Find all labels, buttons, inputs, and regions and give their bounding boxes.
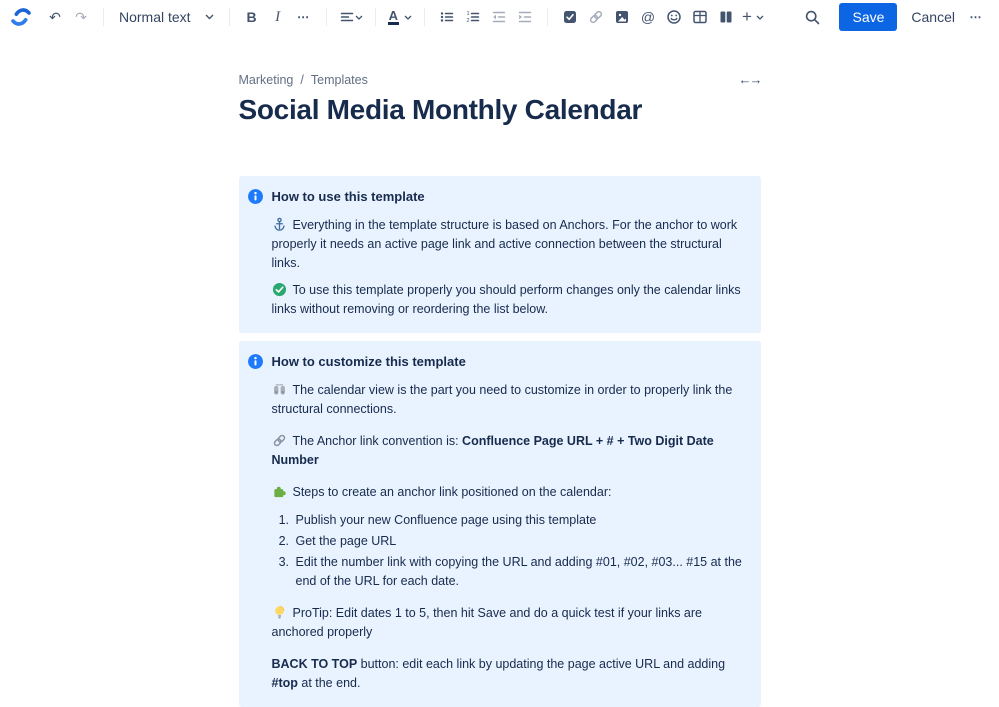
numbered-list-button[interactable] xyxy=(461,4,485,30)
editor-toolbar xyxy=(0,0,999,34)
toolbar-divider xyxy=(375,8,376,26)
paragraph-text: The Anchor link convention is: xyxy=(292,434,463,448)
link-icon xyxy=(588,9,604,25)
chevron-down-icon xyxy=(756,15,764,20)
chevron-down-icon xyxy=(404,15,412,20)
top-anchor-bold: #top xyxy=(271,676,298,690)
toolbar-divider xyxy=(547,8,548,26)
text-color-icon: A xyxy=(388,8,398,23)
outdent-button[interactable] xyxy=(487,4,511,30)
paragraph-text: To use this template properly you should perform changes only the calendar links links without removing or reordering the list below. xyxy=(271,283,741,316)
breadcrumb-separator: / xyxy=(300,72,304,87)
panel-paragraph xyxy=(272,604,747,642)
breadcrumb-marketing-link[interactable]: Marketing xyxy=(238,72,294,87)
link-emoji xyxy=(272,433,287,448)
chevron-down-icon xyxy=(205,14,214,20)
breadcrumb-templates-link[interactable]: Templates xyxy=(310,72,368,87)
mention-button[interactable]: @ xyxy=(636,4,660,30)
align-left-icon xyxy=(339,9,355,25)
back-to-top-paragraph xyxy=(272,655,747,693)
paragraph-text: ProTip: Edit dates 1 to 5, then hit Save and do a quick test if your links are anchored properly xyxy=(271,606,702,639)
panel-paragraph xyxy=(272,381,747,419)
text-style-dropdown[interactable] xyxy=(113,9,220,25)
toolbar-divider xyxy=(229,8,230,26)
plus-icon: + xyxy=(741,7,752,26)
text-color-button[interactable] xyxy=(386,4,414,30)
panel-body xyxy=(272,351,747,695)
binoculars-emoji xyxy=(272,382,287,397)
save-button[interactable]: Save xyxy=(839,3,897,31)
toolbar-divider xyxy=(424,8,425,26)
action-item-icon xyxy=(562,9,578,25)
list-item: 1. Publish your new Confluence page using this template xyxy=(293,511,747,530)
chevron-down-icon xyxy=(355,15,363,20)
bullet-list-button[interactable] xyxy=(435,4,459,30)
text-style-label: Normal text xyxy=(119,9,191,25)
paragraph-text: at the end. xyxy=(297,676,361,690)
undo-button[interactable]: ↶ xyxy=(43,4,67,30)
panel-heading: How to customize this template xyxy=(271,354,466,369)
link-convention-bold: Confluence Page URL + # + Two Digit Date Number xyxy=(271,434,714,467)
panel-paragraph xyxy=(272,281,747,319)
editor-content xyxy=(239,34,761,707)
confluence-logo-icon[interactable] xyxy=(10,6,32,28)
image-icon xyxy=(614,9,630,25)
puzzle-piece-emoji xyxy=(272,484,287,499)
light-bulb-emoji xyxy=(272,605,287,620)
panel-paragraph xyxy=(272,216,747,273)
paragraph-text: The calendar view is the part you need to customize in order to properly link the structural connections. xyxy=(271,383,733,416)
info-panel-how-to-use xyxy=(239,176,761,333)
toolbar-divider xyxy=(326,8,327,26)
outdent-icon xyxy=(491,9,507,25)
editor-overflow-button[interactable]: ⋯ xyxy=(964,4,988,30)
action-item-button[interactable] xyxy=(558,4,582,30)
italic-button[interactable]: I xyxy=(266,4,290,30)
layouts-button[interactable] xyxy=(714,4,738,30)
toolbar-divider xyxy=(103,8,104,26)
paragraph-text: Steps to create an anchor link positioned on the calendar: xyxy=(292,485,612,499)
indent-button[interactable] xyxy=(513,4,537,30)
search-icon xyxy=(804,9,821,26)
insert-button[interactable] xyxy=(740,4,766,30)
align-button[interactable] xyxy=(337,4,365,30)
numbered-list-icon xyxy=(465,9,481,25)
image-button[interactable] xyxy=(610,4,634,30)
panel-paragraph xyxy=(272,432,747,470)
info-icon xyxy=(247,351,264,695)
paragraph-text: button: edit each link by updating the page active URL and adding xyxy=(357,657,726,671)
page-title[interactable]: Social Media Monthly Calendar xyxy=(238,94,643,125)
panel-paragraph xyxy=(272,483,747,502)
steps-list xyxy=(272,511,747,591)
info-panel-how-to-customize xyxy=(239,341,761,707)
table-button[interactable] xyxy=(688,4,712,30)
full-width-toggle-icon[interactable]: ←→ xyxy=(738,72,761,87)
emoji-icon xyxy=(666,9,682,25)
list-item: 3. Edit the number link with copying the URL and adding #01, #02, #03... #15 at the end of the URL for each date. xyxy=(293,553,747,591)
info-icon xyxy=(247,186,264,321)
paragraph-text: Everything in the template structure is based on Anchors. For the anchor to work properly it needs an active page link and active connection between the structural links. xyxy=(271,218,738,270)
cancel-button[interactable]: Cancel xyxy=(903,3,963,31)
table-icon xyxy=(692,9,708,25)
check-mark-emoji xyxy=(272,282,287,297)
emoji-button[interactable] xyxy=(662,4,686,30)
svg-text:2: 2 xyxy=(466,18,470,25)
bold-button[interactable]: B xyxy=(240,4,264,30)
bullet-list-icon xyxy=(439,9,455,25)
more-formatting-button[interactable]: ⋯ xyxy=(292,4,316,30)
panel-body xyxy=(272,186,747,321)
breadcrumb xyxy=(239,72,761,87)
list-item: 2. Get the page URL xyxy=(293,532,747,551)
link-button[interactable] xyxy=(584,4,608,30)
anchor-emoji xyxy=(272,217,287,232)
layouts-icon xyxy=(718,9,734,25)
search-button[interactable] xyxy=(800,4,824,30)
back-to-top-bold: BACK TO TOP xyxy=(271,657,358,671)
panel-heading: How to use this template xyxy=(271,189,425,204)
redo-button[interactable]: ↷ xyxy=(69,4,93,30)
svg-text:1: 1 xyxy=(466,11,470,18)
indent-icon xyxy=(517,9,533,25)
